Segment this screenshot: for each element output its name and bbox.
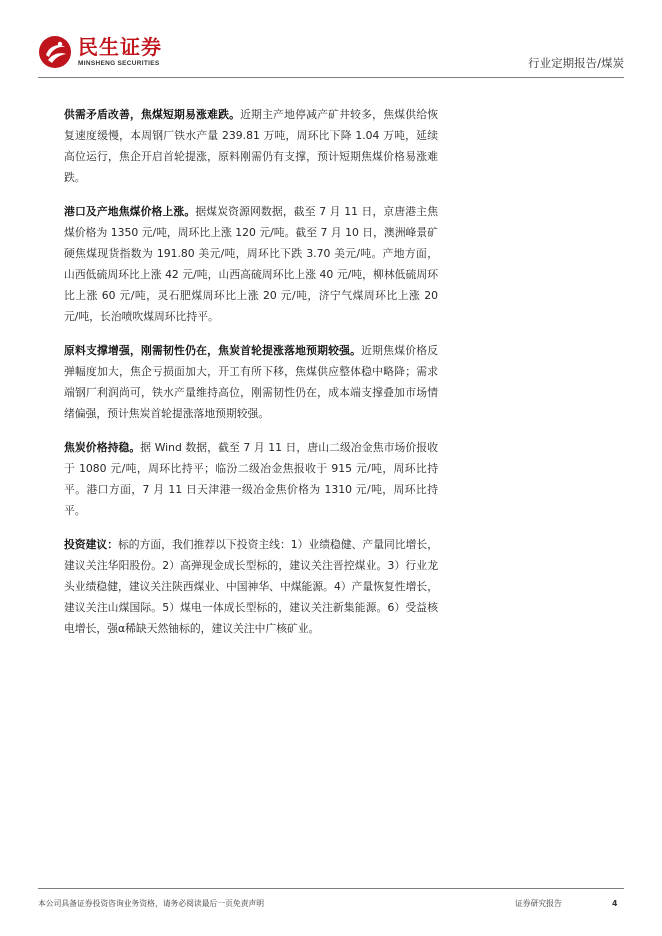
footer-report-type: 证券研究报告	[515, 899, 562, 908]
paragraph-investment-advice	[64, 534, 438, 639]
paragraph-text: 据 Wind 数据，截至 7 月 11 日，唐山二级冶金焦市场价报收于 1080 元/吨，周环比持平；临汾二级冶金焦报收于 915 元/吨，周环比持平。港口方面，7 月 11 日天津港一级冶金焦价格为 1310 元/吨，周环比持平。	[64, 441, 438, 517]
brand-logo	[38, 35, 198, 73]
paragraph-text: 据煤炭资源网数据，截至 7 月 11 日，京唐港主焦煤价格为 1350 元/吨，周环比上涨 120 元/吨。截至 7 月 10 日，澳洲峰景矿硬焦煤现货指数为 191.80 美元/吨，周环比下跌 3.70 美元/吨。产地方面，山西低硫周环比上涨 42 元/吨，山西高硫周环比上涨 40 元/吨，柳林低硫周环比上涨 60 元/吨，灵石肥煤周环比上涨 20 元/吨，济宁气煤周环比上涨 20 元/吨，长治喷吹煤周环比持平。	[64, 205, 438, 323]
paragraph-lead: 投资建议：	[64, 538, 118, 551]
brand-name-en: MINSHENG SECURITIES	[78, 60, 160, 67]
page-number: 4	[612, 899, 618, 908]
page-header	[0, 0, 662, 80]
paragraph-text: 近期焦煤价格反弹幅度加大，焦企亏损面加大，开工有所下移，焦煤供应整体稳中略降；需求端钢厂利润尚可，铁水产量维持高位，刚需韧性仍在，成本端支撑叠加市场情绪偏强，预计焦炭首轮提涨落地预期较强。	[64, 344, 439, 420]
header-divider	[38, 77, 624, 78]
paragraph-lead: 焦炭价格持稳。	[64, 441, 141, 454]
paragraph-coke-outlook	[64, 340, 438, 424]
paragraph-text: 标的方面，我们推荐以下投资主线：1）业绩稳健、产量同比增长，建议关注华阳股份。2）高弹现金成长型标的，建议关注晋控煤业。3）行业龙头业绩稳健，建议关注陕西煤业、中国神华、中煤能源。4）产量恢复性增长，建议关注山煤国际。5）煤电一体成长型标的，建议关注新集能源。6）受益核电增长，强α稀缺天然铀标的，建议关注中广核矿业。	[64, 538, 439, 635]
paragraph-coking-coal-price	[64, 201, 438, 327]
paragraph-supply-demand	[64, 104, 438, 188]
paragraph-lead: 原料支撑增强，刚需韧性仍在，焦炭首轮提涨落地预期较强。	[64, 344, 362, 357]
footer-divider	[38, 888, 624, 889]
minsheng-logo-icon	[38, 35, 72, 69]
paragraph-coke-price	[64, 437, 438, 521]
footer-disclaimer: 本公司具备证券投资咨询业务资格，请务必阅读最后一页免责声明	[38, 899, 265, 908]
paragraph-lead: 供需矛盾改善，焦煤短期易涨难跌。	[64, 108, 241, 121]
paragraph-text: 近期主产地停减产矿井较多，焦煤供给恢复速度缓慢，本周钢厂铁水产量 239.81 万吨，周环比下降 1.04 万吨，延续高位运行，焦企开启首轮提涨，原料刚需仍有支撑，预计短期焦煤价格易涨难跌。	[64, 108, 439, 184]
paragraph-lead: 港口及产地焦煤价格上涨。	[64, 205, 196, 218]
report-body	[64, 104, 438, 652]
brand-name-cn: 民生证券	[78, 35, 162, 59]
report-category: 行业定期报告/煤炭	[528, 56, 624, 70]
